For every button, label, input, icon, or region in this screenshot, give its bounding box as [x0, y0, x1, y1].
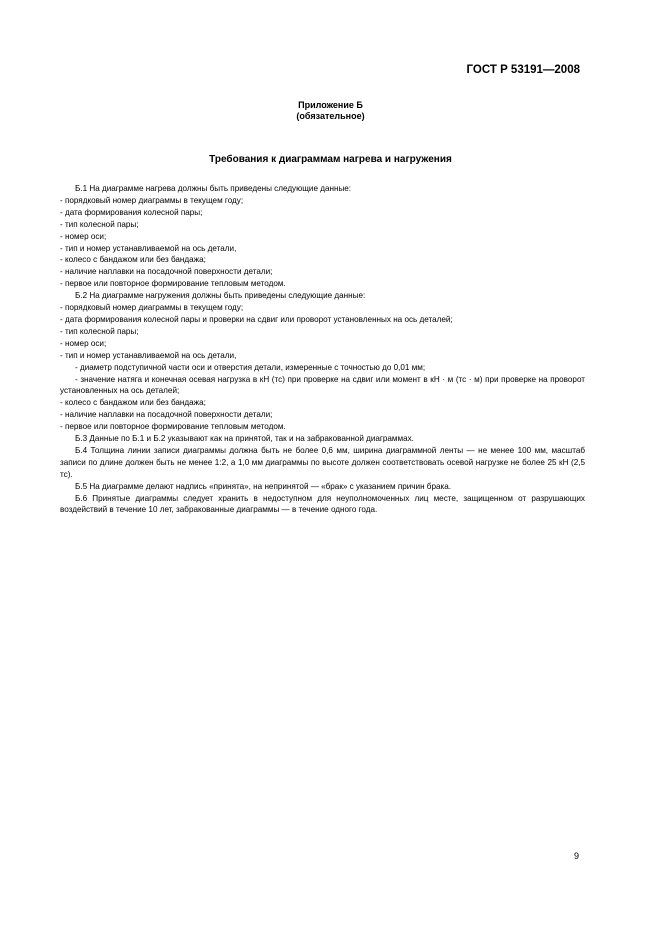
- list-item: - порядковый номер диаграммы в текущем году;: [60, 195, 244, 205]
- list-item: - тип и номер устанавливаемой на ось детали,: [60, 243, 237, 253]
- list-item: - дата формирования колесной пары;: [60, 207, 203, 217]
- annex-heading: [0, 100, 661, 121]
- list-item: - колесо с бандажом или без бандажа;: [60, 255, 206, 265]
- section-title: Требования к диаграммам нагрева и нагружения: [209, 154, 452, 165]
- list-item: - тип колесной пары;: [60, 219, 139, 229]
- list-item: - тип колесной пары;: [60, 326, 139, 336]
- list-item: - колесо с бандажом или без бандажа;: [60, 398, 206, 408]
- list-item: - номер оси;: [60, 338, 107, 348]
- page-number: 9: [573, 851, 579, 861]
- paragraph-b1: Б.1 На диаграмме нагрева должны быть приведены следующие данные:: [75, 184, 352, 193]
- paragraph-b3: Б.3 Данные по Б.1 и Б.2 указывают как на принятой, так и на забракованной диаграммах.: [75, 434, 414, 444]
- list-item: - порядковый номер диаграммы в текущем году;: [60, 303, 244, 313]
- list-item: - первое или повторное формирование тепловым методом.: [60, 279, 286, 289]
- list-item: - тип и номер устанавливаемой на ось детали,: [60, 350, 237, 360]
- list-item: - наличие наплавки на посадочной поверхности детали;: [60, 410, 273, 420]
- list-item: - диаметр подступичной части оси и отверстия детали, измеренные с точностью до 0,01 мм;: [75, 362, 426, 372]
- list-item: - номер оси;: [60, 231, 107, 241]
- body-text: [60, 183, 585, 516]
- annex-status: (обязательное): [296, 110, 365, 121]
- paragraph-b2: Б.2 На диаграмме нагружения должны быть приведены следующие данные:: [75, 291, 366, 301]
- list-item: - дата формирования колесной пары и проверки на сдвиг или проворот установленных на ось деталей;: [60, 314, 453, 324]
- list-item: - первое или повторное формирование тепловым методом.: [60, 422, 286, 432]
- paragraph-b5: Б.5 На диаграмме делают надпись «принята», на непринятой — «брак» с указанием причин брака.: [75, 481, 452, 491]
- list-item: - наличие наплавки на посадочной поверхности детали;: [60, 267, 273, 277]
- paragraph-b6: Б.6 Принятые диаграммы следует хранить в недоступном для неуполномоченных лиц месте, защищенном от разрушающих воздействий в течение 10 лет, забракованные диаграммы — в течение одного года.: [60, 493, 585, 515]
- list-item: - значение натяга и конечная осевая нагрузка в кН (тс) при проверке на сдвиг или момент в кН · м (тс · м) при проверке на проворот установленных на ось деталей;: [60, 374, 585, 396]
- paragraph-b4: Б.4 Толщина линии записи диаграммы должна быть не более 0,6 мм, ширина диаграммной ленты — не менее 100 мм, масштаб записи по длине должен быть не менее 1:2, а 1,0 мм диаграммы по высоте должен соответствовать осевой нагрузке не более 25 кН (2,5 тс).: [60, 445, 585, 479]
- standard-id: ГОСТ Р 53191—2008: [466, 64, 580, 76]
- annex-title: Приложение Б: [298, 100, 363, 110]
